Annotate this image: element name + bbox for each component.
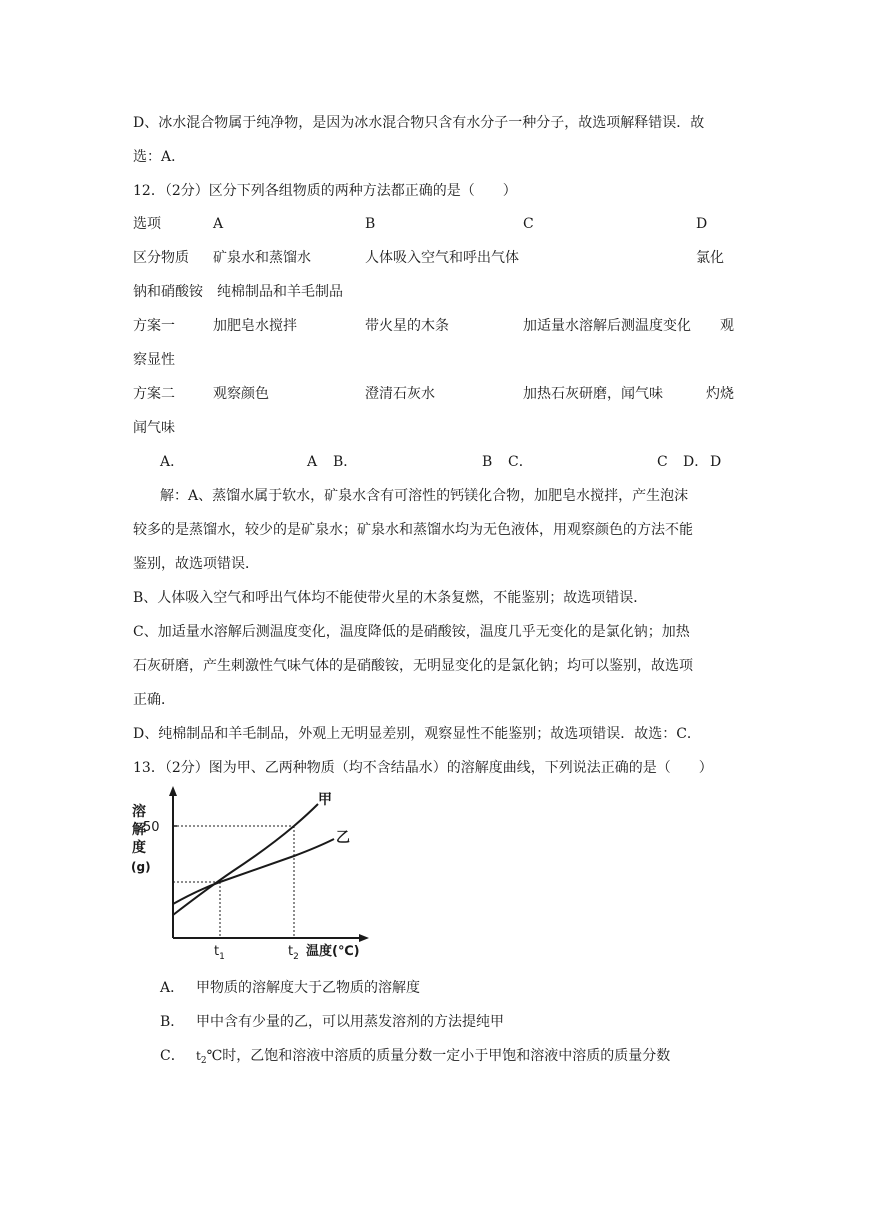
y-axis-label-unit: (g) [131,860,151,874]
q12-solution-c3: 正确． [133,692,175,708]
q12-solution-line1: 解：A、蒸馏水属于软水，矿泉水含有可溶性的钙镁化合物，加肥皂水搅拌，产生泡沫 [160,488,689,504]
q13-option-c-label: C． [160,1048,185,1064]
q12-row1-b: 人体吸入空气和呼出气体 [365,250,519,266]
x-tick-label-t2: $t_2$ [288,944,299,962]
q12-row2-d: 观 [720,318,734,334]
q12-solution-b: B、人体吸入空气和呼出气体均不能使带火星的木条复燃，不能鉴别；故选项错误． [133,590,648,606]
q12-solution-c2: 石灰研磨，产生刺激性气味气体的是硝酸铵，无明显变化的是氯化钠；均可以鉴别，故选项 [133,658,693,674]
solubility-chart [128,778,388,968]
q12-row3-b: 澄清石灰水 [365,386,435,402]
q12-th-a: A [213,216,224,232]
q13-option-a-label: A． [160,980,185,996]
y-axis-label-char-1: 溶 [132,804,146,820]
q12-row3-a: 观察颜色 [213,386,269,402]
q12-solution-d: D、纯棉制品和羊毛制品，外观上无明显差别，观察显性不能鉴别；故选项错误．故选：C． [133,726,701,742]
prev-answer-line1: D、冰水混合物属于纯净物，是因为冰水混合物只含有水分子一种分子，故选项解释错误．故 [133,115,705,131]
q12-option-c-value: C [657,454,668,470]
q12-row2-label: 方案一 [133,318,175,334]
q12-option-d-value: D [710,454,722,470]
q12-th-b: B [365,216,376,232]
q12-row1-label: 区分物质 [133,250,189,266]
q12-row3-label: 方案二 [133,386,175,402]
q12-th-d: D [696,216,708,232]
q12-option-c-label: C． [508,454,533,470]
q13-option-a-text: 甲物质的溶解度大于乙物质的溶解度 [196,980,420,996]
curve-yi [173,839,334,904]
q12-stem: 12．（2分）区分下列各组物质的两种方法都正确的是（ ） [133,183,517,199]
q12-option-d-label: D． [683,454,709,470]
q12-th-c: C [523,216,534,232]
x-axis-label: 温度(℃) [306,944,360,959]
q12-option-a-value: A [307,454,318,470]
q12-row1-d: 氯化 [696,250,724,266]
series-label-yi: 乙 [336,830,350,846]
q12-row2-a: 加肥皂水搅拌 [213,318,297,334]
q12-row1-a: 矿泉水和蒸馏水 [213,250,311,266]
q13-option-c-sub: 2 [200,1056,207,1066]
q13-option-b-text: 甲中含有少量的乙，可以用蒸发溶剂的方法提纯甲 [196,1014,504,1030]
q12-option-b-label: B． [333,454,358,470]
q12-solution-line3: 鉴别，故选项错误． [133,556,259,572]
prev-answer-line2: 选：A． [133,149,186,165]
q12-th-option: 选项 [133,216,161,232]
x-axis-arrow [359,934,369,942]
q12-row2-wrap: 察显性 [133,352,175,368]
q12-row3-wrap: 闻气味 [133,420,175,436]
q12-row2-b: 带火星的木条 [365,318,449,334]
q12-row1-wrap: 钠和硝酸铵 纯棉制品和羊毛制品 [133,284,343,300]
q13-option-c-t: t [196,1049,201,1063]
y-axis-label-char-3: 度 [132,840,146,856]
q12-row3-d: 灼烧 [706,386,734,402]
series-label-jia: 甲 [318,792,332,808]
q13-stem: 13．（2分）图为甲、乙两种物质（均不含结晶水）的溶解度曲线，下列说法正确的是（ ） [133,760,713,776]
y-tick-label-50: 50 [143,820,160,835]
y-axis-label-char-2: 解 [132,822,146,838]
q13-option-b-label: B． [160,1014,185,1030]
q13-option-c-rest: ℃时，乙饱和溶液中溶质的质量分数一定小于甲饱和溶液中溶质的质量分数 [206,1048,671,1064]
q12-row3-c: 加热石灰研磨，闻气味 [523,386,663,402]
q12-row2-c: 加适量水溶解后测温度变化 [523,318,691,334]
y-axis-arrow [169,786,177,796]
curve-jia [173,804,318,915]
q12-option-a-label: A． [160,454,185,470]
q12-option-b-value: B [482,454,493,470]
q13-option-c-text [196,1046,670,1071]
x-tick-label-t1: $t_1$ [214,944,225,962]
q12-solution-line2: 较多的是蒸馏水，较少的是矿泉水；矿泉水和蒸馏水均为无色液体，用观察颜色的方法不能 [133,522,693,538]
q12-solution-c1: C、加适量水溶解后测温度变化，温度降低的是硝酸铵，温度几乎无变化的是氯化钠；加热 [133,624,690,640]
